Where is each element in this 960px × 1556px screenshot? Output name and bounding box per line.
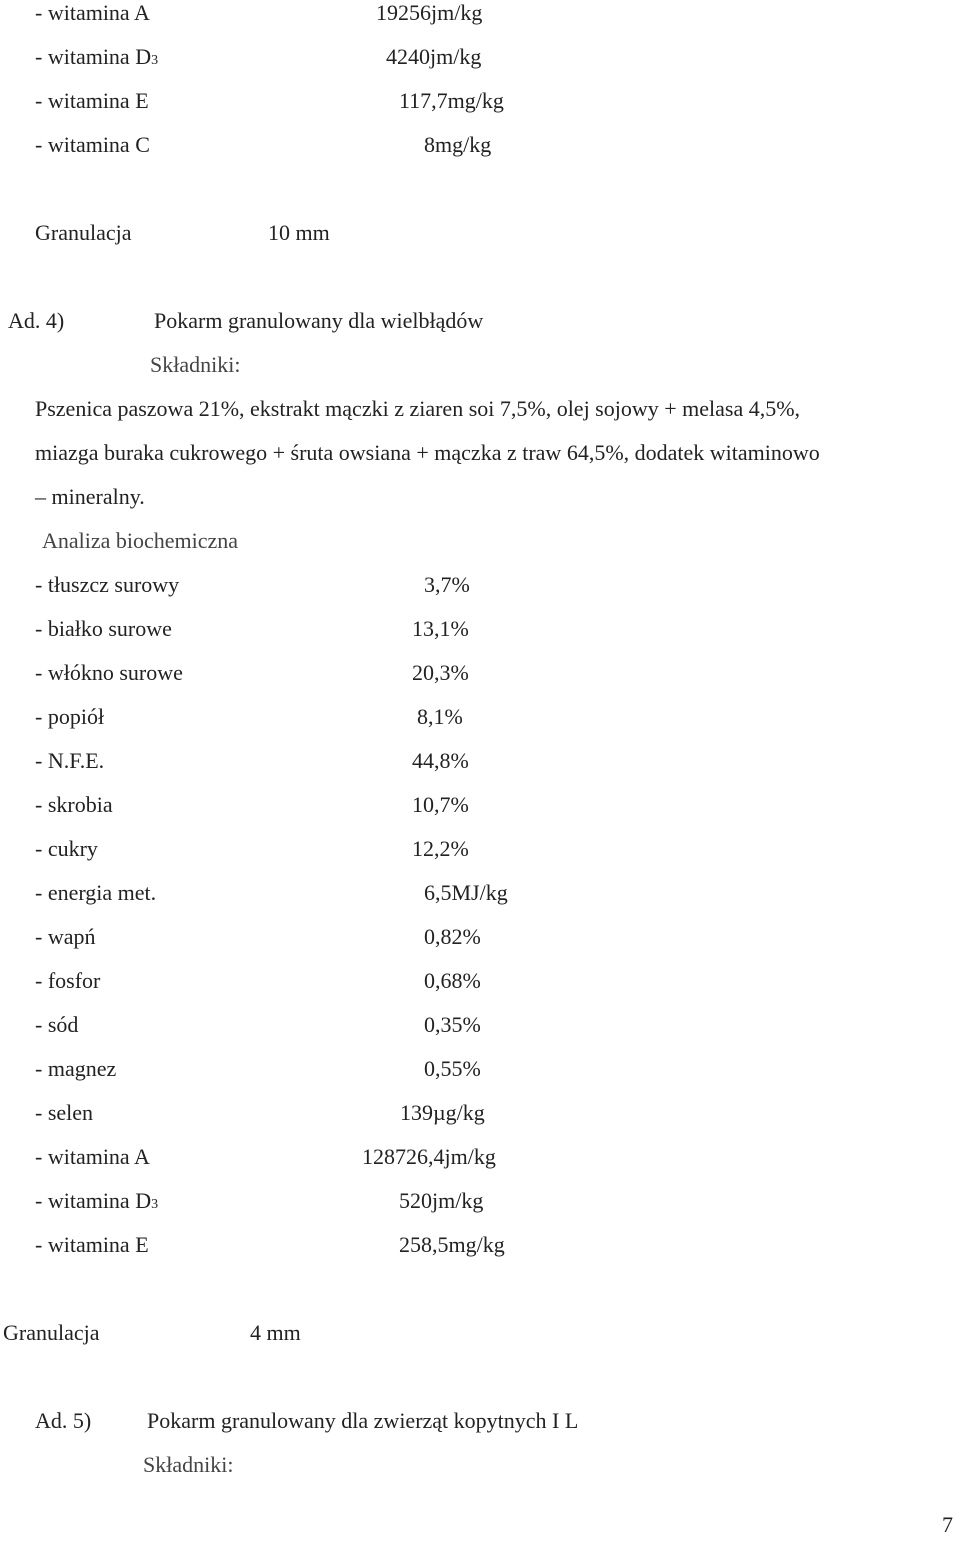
analysis-value: 520jm/kg — [399, 1188, 484, 1213]
analysis-label-item: - cukry — [35, 836, 98, 861]
analysis-label-item: - selen — [35, 1100, 94, 1125]
section-number: Ad. 4) — [8, 308, 65, 333]
analysis-label: Analiza biochemiczna — [42, 528, 239, 553]
analysis-value: 0,68% — [424, 968, 481, 993]
analysis-value: 3,7% — [424, 572, 470, 597]
analysis-value: 0,55% — [424, 1056, 481, 1081]
ingredients-line: miazga buraka cukrowego + śruta owsiana + mączka z traw 64,5%, dodatek witaminowo — [35, 440, 820, 465]
analysis-label-item: - magnez — [35, 1056, 117, 1081]
analysis-label-item: - wapń — [35, 924, 96, 949]
section-number: Ad. 5) — [35, 1408, 92, 1433]
analysis-label-item: - tłuszcz surowy — [35, 572, 180, 597]
ingredients-line: – mineralny. — [35, 484, 145, 509]
analysis-value: 12,2% — [412, 836, 469, 861]
analysis-value: 8,1% — [417, 704, 463, 729]
granulation-value: 10 mm — [268, 220, 330, 245]
analysis-value: 258,5mg/kg — [399, 1232, 505, 1257]
analysis-value: 13,1% — [412, 616, 469, 641]
top-list-label: - witamina D3 — [35, 44, 159, 69]
analysis-label-item: - witamina A — [35, 1144, 150, 1169]
analysis-value: 0,82% — [424, 924, 481, 949]
top-list-label: - witamina A — [35, 0, 150, 25]
top-list-value: 19256jm/kg — [376, 0, 483, 25]
top-list-label: - witamina C — [35, 132, 150, 157]
top-list-value: 8mg/kg — [424, 132, 492, 157]
analysis-label-item: - sód — [35, 1012, 79, 1037]
ingredients-label: Składniki: — [150, 352, 241, 377]
analysis-label-item: - witamina D3 — [35, 1188, 159, 1213]
analysis-label-item: - energia met. — [35, 880, 157, 905]
section-title: Pokarm granulowany dla zwierząt kopytnych I L — [147, 1408, 579, 1433]
granulation-label: Granulacja — [35, 220, 132, 245]
analysis-label-item: - skrobia — [35, 792, 113, 817]
analysis-value: 20,3% — [412, 660, 469, 685]
analysis-label-item: - N.F.E. — [35, 748, 105, 773]
analysis-value: 128726,4jm/kg — [362, 1144, 496, 1169]
analysis-value: 44,8% — [412, 748, 469, 773]
analysis-label-item: - białko surowe — [35, 616, 172, 641]
top-list-value: 117,7mg/kg — [399, 88, 504, 113]
analysis-label-item: - witamina E — [35, 1232, 149, 1257]
granulation-value: 4 mm — [250, 1320, 301, 1345]
top-list-label: - witamina E — [35, 88, 149, 113]
page-number: 7 — [942, 1512, 953, 1537]
analysis-value: 0,35% — [424, 1012, 481, 1037]
analysis-label-item: - włókno surowe — [35, 660, 183, 685]
ingredients-label: Składniki: — [143, 1452, 234, 1477]
analysis-value: 10,7% — [412, 792, 469, 817]
analysis-value: 6,5MJ/kg — [424, 880, 508, 905]
analysis-value: 139µg/kg — [400, 1100, 485, 1125]
analysis-label-item: - fosfor — [35, 968, 101, 993]
analysis-label-item: - popiół — [35, 704, 105, 729]
ingredients-line: Pszenica paszowa 21%, ekstrakt mączki z ziaren soi 7,5%, olej sojowy + melasa 4,5%, — [35, 396, 801, 421]
section-title: Pokarm granulowany dla wielbłądów — [154, 308, 484, 333]
granulation-label: Granulacja — [3, 1320, 100, 1345]
top-list-value: 4240jm/kg — [386, 44, 482, 69]
